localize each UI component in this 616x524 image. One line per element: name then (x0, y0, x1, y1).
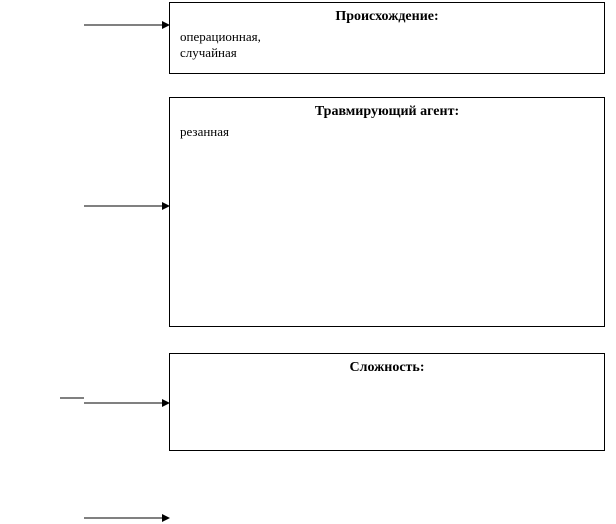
complexity-title: Сложность: (349, 360, 425, 375)
origin-line: случайная (180, 45, 237, 60)
origin-text (180, 29, 261, 61)
origin-box (169, 2, 605, 74)
agent-box (169, 97, 605, 327)
agent-title: Травмирующий агент: (314, 104, 460, 119)
agent-line: резанная (180, 124, 229, 139)
origin-title: Происхождение: (335, 9, 439, 24)
complexity-box (169, 353, 605, 451)
origin-line: операционная, (180, 29, 261, 44)
agent-text (180, 124, 229, 140)
